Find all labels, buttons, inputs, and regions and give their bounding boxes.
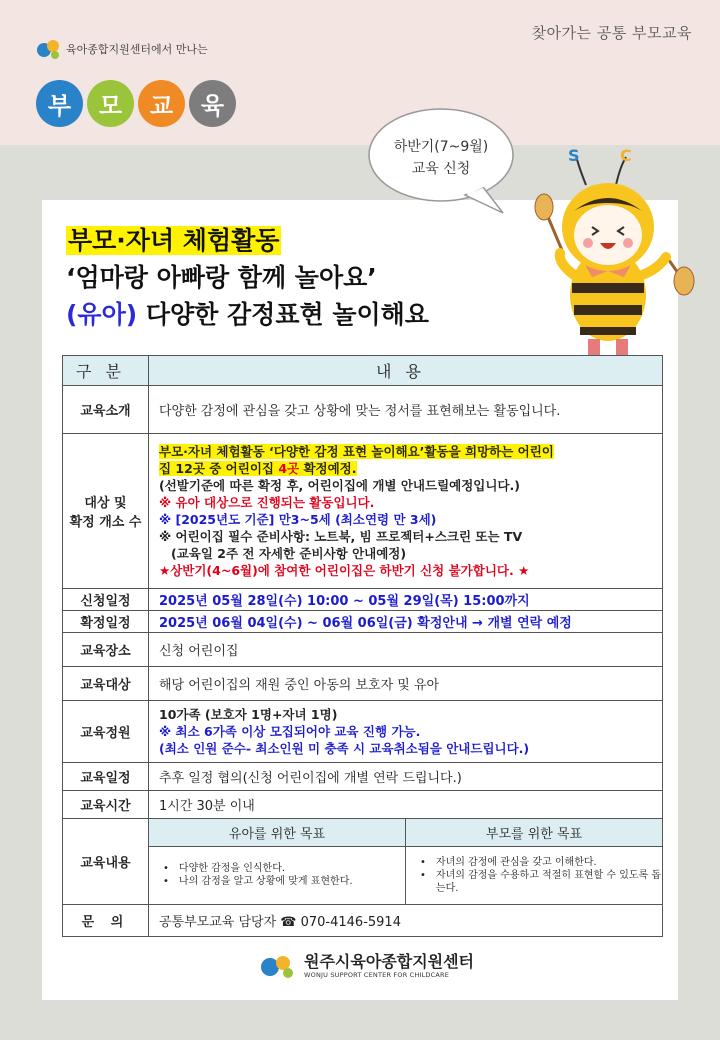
target-line: ※ 어린이집 필수 준비사항: 노트북, 빔 프로젝터+스크린 또는 TV: [159, 529, 523, 544]
capacity-line: ※ 최소 6가족 이상 모집되어야 교육 진행 가능.: [159, 724, 421, 739]
table-row: [63, 905, 663, 937]
row-value: [149, 701, 663, 763]
table-row: [63, 791, 663, 819]
row-value: [149, 434, 663, 589]
table-row: [63, 667, 663, 701]
list-item-text: 나의 감정을 알고 상황에 맞게 표현한다.: [178, 876, 353, 888]
brand-circles: [36, 80, 236, 127]
parent-goals-title: 부모를 위한 목표: [406, 819, 663, 846]
capacity-line: 10가족 (보호자 1명+자녀 1명): [159, 707, 338, 722]
footer-center-name: 원주시육아종합지원센터: [304, 952, 475, 971]
table-header: [63, 356, 663, 386]
row-value: 2025년 06월 04일(수) ~ 06월 06일(금) 확정안내 → 개별 연락 예정: [149, 611, 663, 633]
target-count: 4곳: [278, 461, 300, 476]
footer-logo: [258, 952, 474, 980]
list-item-text: 다양한 감정을 인식한다.: [178, 863, 286, 875]
target-line: [159, 460, 652, 477]
table-row: [63, 611, 663, 633]
list-item: • 다양한 감정을 인식한다.: [163, 863, 286, 875]
brand-circle: 부: [36, 80, 83, 127]
child-goals: [149, 846, 406, 904]
info-table: [62, 355, 663, 937]
headline-title: 다양한 감정표현 놀이해요: [137, 300, 429, 329]
header-category: 구분: [63, 356, 149, 386]
headline-age-tag: (유아): [66, 300, 138, 329]
table-row: [63, 589, 663, 611]
row-label: 교육일정: [63, 763, 149, 791]
table-row: [63, 819, 663, 905]
row-label: 교육소개: [63, 386, 149, 434]
target-highlight: 집 12곳 중 어린이집: [159, 461, 279, 476]
row-label-line: 대상 및: [84, 496, 127, 511]
row-value: 2025년 05월 28일(수) 10:00 ~ 05월 29일(목) 15:00까지: [149, 589, 663, 611]
row-value: 추후 일정 협의(신청 어린이집에 개별 연락 드립니다.): [149, 763, 663, 791]
headline-line-2: ‘엄마랑 아빠랑 함께 놀아요’: [66, 263, 377, 292]
row-value: 다양한 감정에 관심을 갖고 상황에 맞는 정서를 표현해보는 활동입니다.: [149, 386, 663, 434]
target-line: ※ [2025년도 기준] 만3~5세 (최소연령 만 3세): [159, 512, 437, 527]
capacity-line: (최소 인원 준수- 최소인원 미 충족 시 교육취소됨을 안내드립니다.): [159, 741, 530, 756]
target-highlight: 확정예정.: [299, 461, 357, 476]
table-row: [63, 701, 663, 763]
table-row: [63, 633, 663, 667]
target-line: ※ 유아 대상으로 진행되는 활동입니다.: [159, 495, 375, 510]
bubble-line: 교육 신청: [411, 161, 471, 177]
target-line: (선발기준에 따른 확정 후, 어린이집에 개별 안내드릴예정입니다.): [159, 478, 520, 493]
table-row: [63, 386, 663, 434]
row-label: 교육내용: [63, 819, 149, 905]
row-value: 신청 어린이집: [149, 633, 663, 667]
row-label: 문 의: [63, 905, 149, 937]
bee-mascot-icon: [528, 145, 698, 375]
header-content: 내용: [149, 356, 663, 386]
row-label: 신청일정: [63, 589, 149, 611]
row-label-line: 확정 개소 수: [69, 515, 142, 530]
list-item: • 나의 감정을 알고 상황에 맞게 표현한다.: [163, 876, 353, 888]
row-label: 교육시간: [63, 791, 149, 819]
table-row: [63, 434, 663, 589]
svg-text:C: C: [620, 146, 632, 165]
brand-row: [36, 36, 208, 62]
table-row: [63, 763, 663, 791]
center-logo-icon: [36, 36, 62, 62]
brand-circle: 모: [87, 80, 134, 127]
goals-table: [149, 819, 662, 904]
headline-line-3: [66, 296, 429, 333]
parent-goals: [406, 846, 663, 904]
row-label: 확정일정: [63, 611, 149, 633]
target-highlight: 부모·자녀 체험활동 ‘다양한 감정 표현 놀이해요’활동을 희망하는 어린이: [159, 444, 554, 459]
row-value: 1시간 30분 이내: [149, 791, 663, 819]
row-label: [63, 434, 149, 589]
row-label: 교육장소: [63, 633, 149, 667]
row-label: 교육정원: [63, 701, 149, 763]
list-item-text: 자녀의 감정을 수용하고 적절히 표현할 수 있도록 돕는다.: [435, 869, 662, 894]
footer-center-name-en: WONJU SUPPORT CENTER FOR CHILDCARE: [304, 971, 450, 979]
row-value: 해당 어린이집의 재원 중인 아동의 보호자 및 유아: [149, 667, 663, 701]
headline-highlight: 부모·자녀 체험활동: [68, 226, 280, 255]
list-item: • 자녀의 감정을 수용하고 적절히 표현할 수 있도록 돕는다.: [420, 869, 662, 894]
svg-text:S: S: [568, 146, 580, 165]
program-tag: 찾아가는 공통 부모교육: [531, 24, 692, 42]
target-line: [159, 443, 652, 460]
list-item: • 자녀의 감정에 관심을 갖고 이해한다.: [420, 856, 597, 868]
brand-circle: 육: [189, 80, 236, 127]
target-line: ★상반기(4~6월)에 참여한 어린이집은 하반기 신청 불가합니다. ★: [159, 563, 530, 578]
speech-bubble-text: [365, 136, 517, 180]
brand-subtitle: 육아종합지원센터에서 만나는: [66, 43, 208, 56]
headline: [66, 222, 429, 333]
brand-circle: 교: [138, 80, 185, 127]
headline-line-1: [66, 222, 429, 259]
row-value: [149, 819, 663, 905]
row-label: 교육대상: [63, 667, 149, 701]
row-value: 공통부모교육 담당자 ☎ 070-4146-5914: [149, 905, 663, 937]
center-logo-icon: [258, 952, 298, 980]
child-goals-title: 유아를 위한 목표: [149, 819, 406, 846]
target-line: (교육일 2주 전 자세한 준비사항 안내예정): [171, 546, 407, 561]
list-item-text: 자녀의 감정에 관심을 갖고 이해한다.: [435, 856, 597, 868]
bubble-line: 하반기(7~9월): [393, 139, 489, 155]
